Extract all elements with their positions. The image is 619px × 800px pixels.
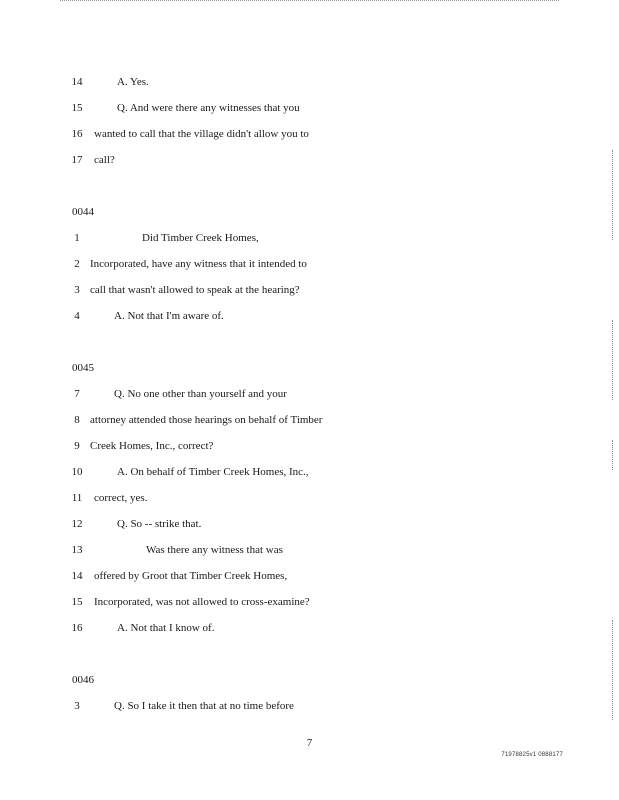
line-number: 2 (74, 258, 80, 270)
line-text: A. Not that I'm aware of. (114, 310, 224, 322)
scan-artifact-margin (611, 620, 613, 720)
line-text: correct, yes. (94, 492, 148, 504)
line-text: Creek Homes, Inc., correct? (90, 440, 214, 452)
line-number: 15 (71, 102, 83, 114)
line-text: A. Not that I know of. (117, 622, 215, 634)
page-number: 7 (306, 737, 313, 749)
line-text: Q. So I take it then that at no time before (114, 700, 294, 712)
line-number: 16 (71, 622, 83, 634)
section-id: 0044 (72, 206, 94, 218)
line-number: 12 (71, 518, 83, 530)
line-number: 16 (71, 128, 83, 140)
line-number: 9 (74, 440, 80, 452)
line-text: Incorporated, have any witness that it intended to (90, 258, 307, 270)
line-text: A. Yes. (117, 76, 149, 88)
document-id: 71978825v1 0888177 (501, 752, 563, 758)
line-text: Q. No one other than yourself and your (114, 388, 287, 400)
line-number: 1 (74, 232, 80, 244)
scan-artifact-margin (611, 150, 613, 240)
line-text: Q. And were there any witnesses that you (117, 102, 300, 114)
line-text: Q. So -- strike that. (117, 518, 202, 530)
line-text: Did Timber Creek Homes, (142, 232, 259, 244)
line-text: wanted to call that the village didn't allow you to (94, 128, 309, 140)
line-number: 4 (74, 310, 80, 322)
scan-artifact-top (60, 0, 559, 3)
line-number: 7 (74, 388, 80, 400)
line-number: 13 (71, 544, 83, 556)
line-text: Was there any witness that was (146, 544, 283, 556)
line-number: 3 (74, 284, 80, 296)
scan-artifact-margin (611, 320, 613, 400)
line-text: offered by Groot that Timber Creek Homes, (94, 570, 288, 582)
scan-artifact-margin (611, 440, 613, 470)
line-text: attorney attended those hearings on behalf of Timber (90, 414, 323, 426)
line-text: call? (94, 154, 115, 166)
line-number: 3 (74, 700, 80, 712)
line-number: 17 (71, 154, 83, 166)
line-text: A. On behalf of Timber Creek Homes, Inc., (117, 466, 309, 478)
line-text: Incorporated, was not allowed to cross-examine? (94, 596, 310, 608)
line-number: 10 (71, 466, 83, 478)
line-number: 15 (71, 596, 83, 608)
line-number: 8 (74, 414, 80, 426)
line-text: call that wasn't allowed to speak at the hearing? (90, 284, 300, 296)
line-number: 11 (71, 492, 83, 504)
line-number: 14 (71, 570, 83, 582)
line-number: 14 (71, 76, 83, 88)
section-id: 0045 (72, 362, 94, 374)
section-id: 0046 (72, 674, 94, 686)
